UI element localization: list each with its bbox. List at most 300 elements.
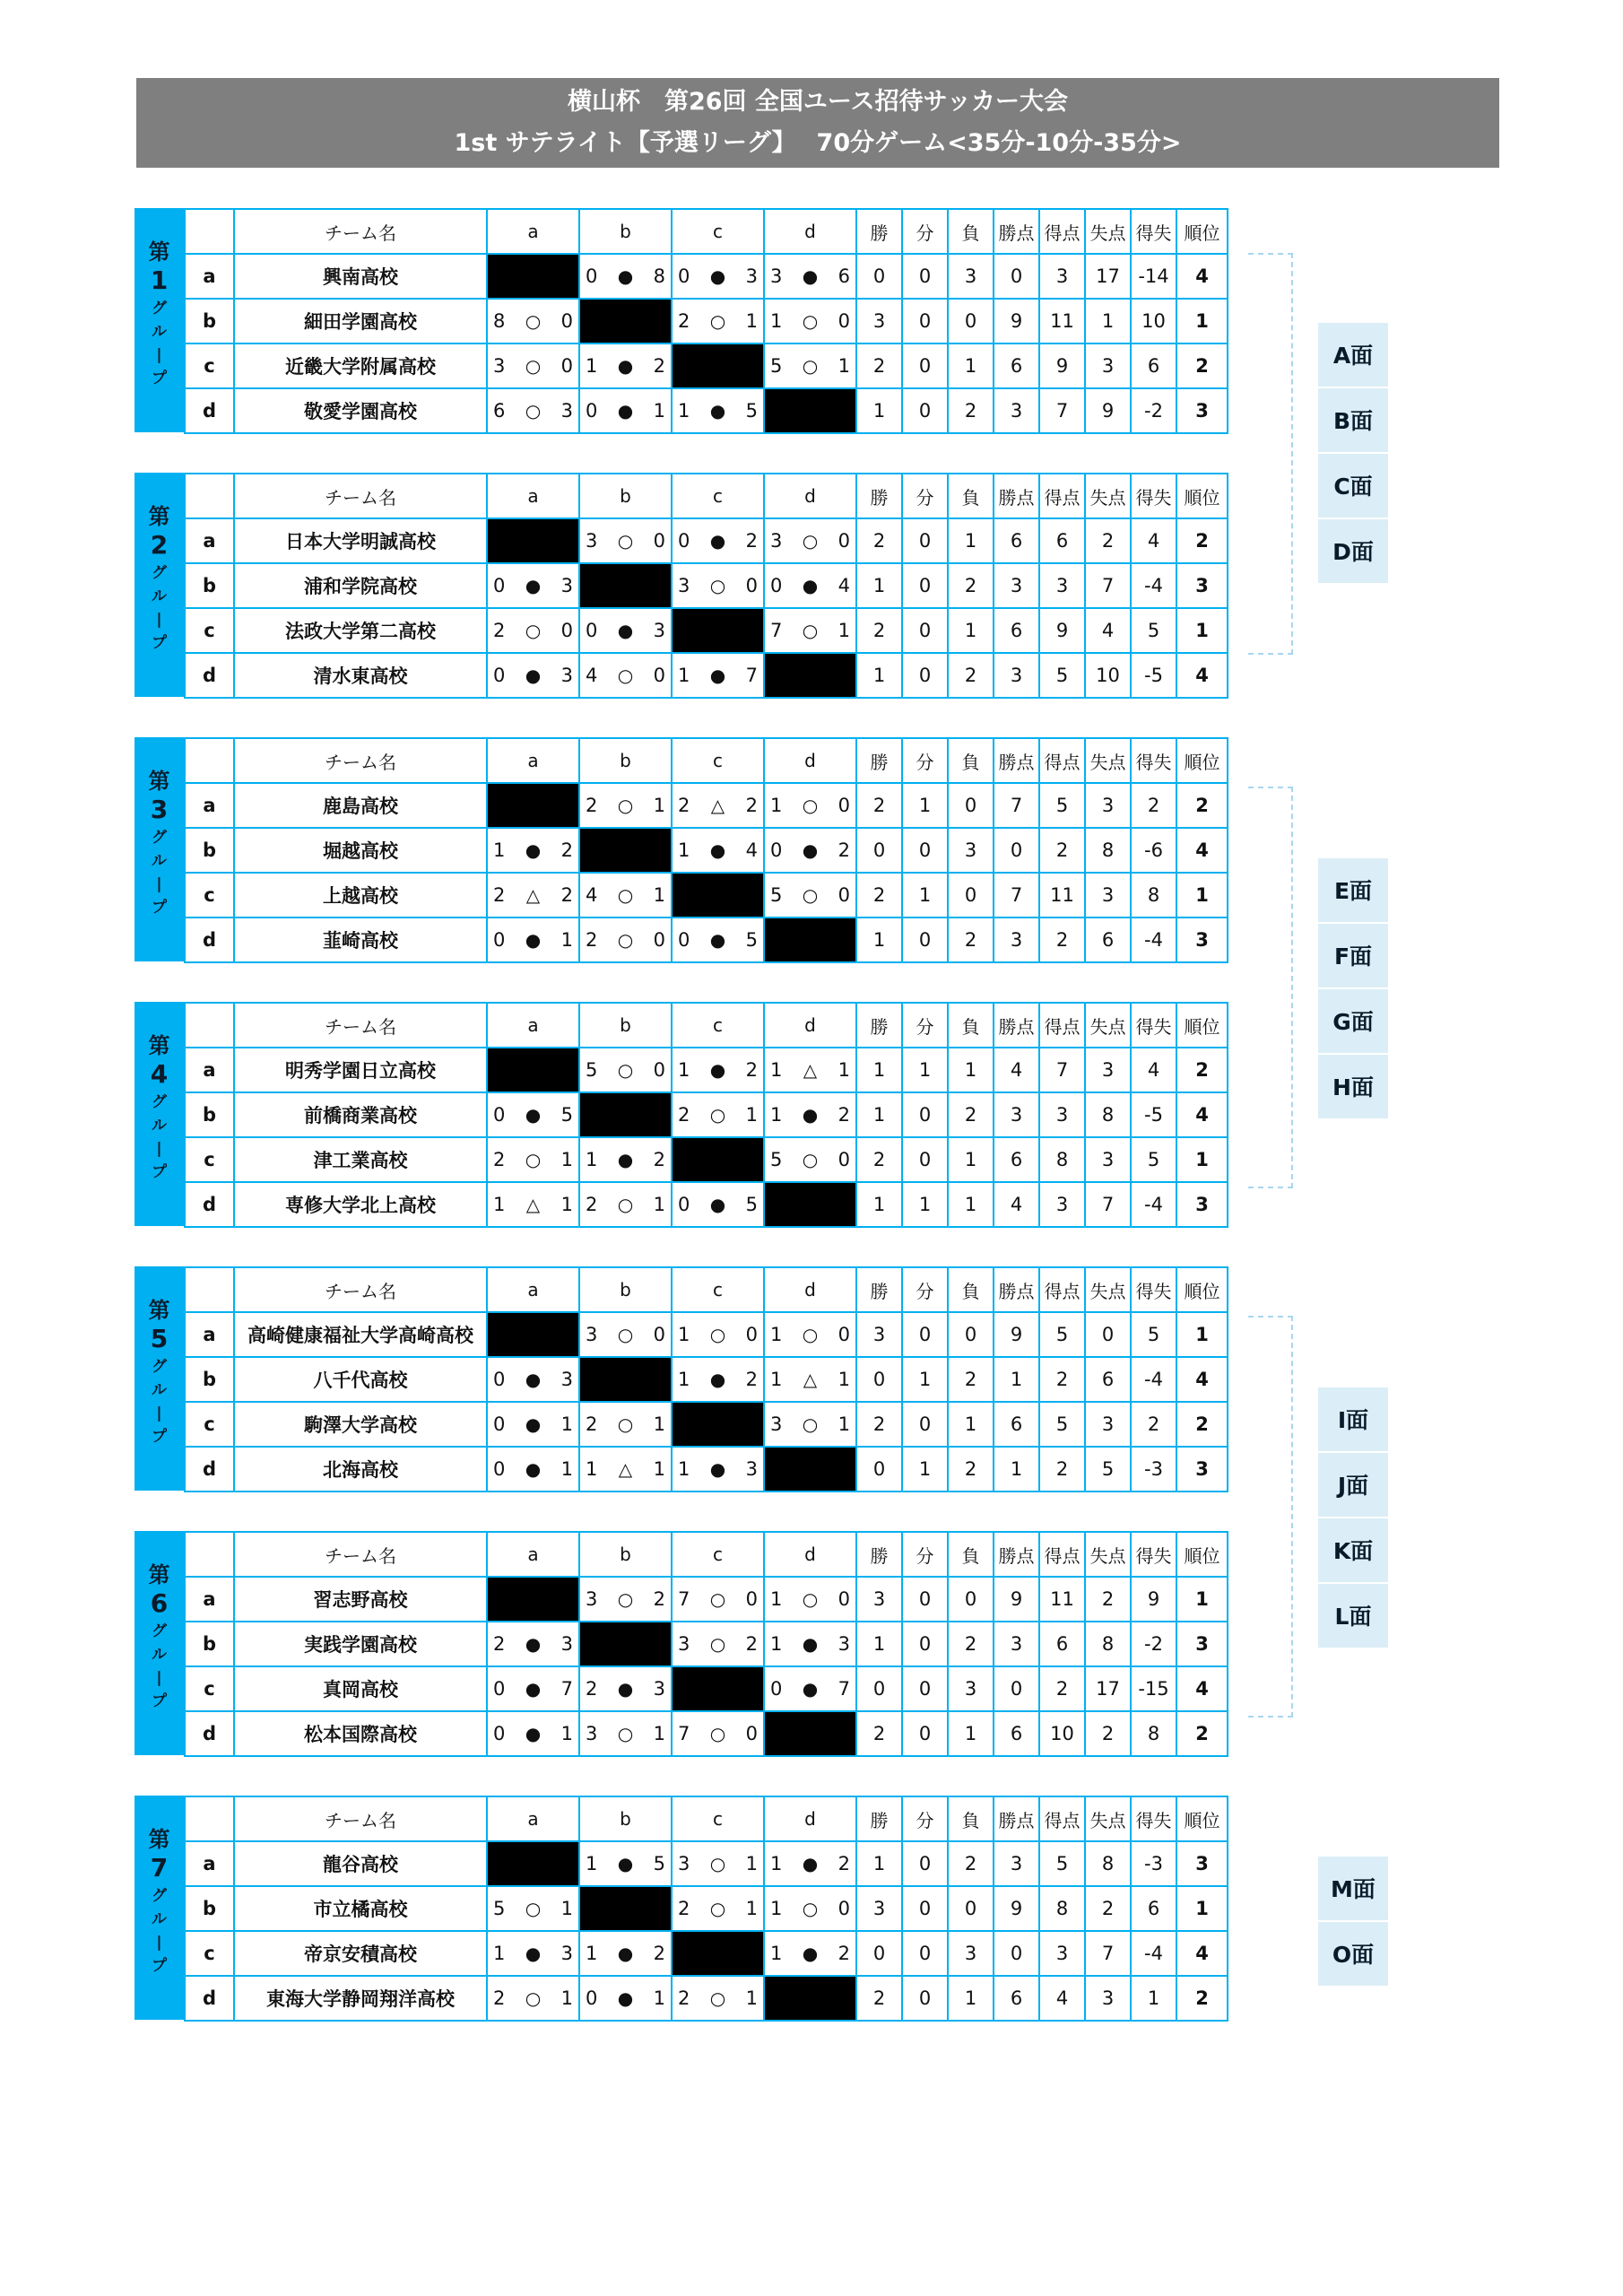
match-result — [487, 1447, 579, 1492]
score-for: 2 — [493, 1633, 506, 1655]
score-against: 0 — [560, 310, 573, 332]
goal-difference: -15 — [1131, 1666, 1176, 1711]
goal-difference: 4 — [1131, 518, 1176, 563]
score-for: 4 — [586, 665, 598, 686]
match-result — [764, 828, 856, 873]
group-number: 2 — [150, 530, 169, 560]
group-block — [135, 1002, 1228, 1226]
score-against: 0 — [745, 575, 758, 596]
score-against: 1 — [838, 1059, 850, 1081]
team-row — [185, 388, 1228, 433]
result-symbol: ● — [525, 1723, 542, 1744]
result-symbol: ○ — [617, 1324, 634, 1345]
score-against: 2 — [653, 355, 665, 377]
score-against: 1 — [653, 1194, 665, 1215]
column-header: c — [672, 738, 764, 783]
group-tab-char: ル — [152, 852, 167, 870]
losses: 1 — [948, 1976, 994, 2021]
group-tab-char: グ — [152, 564, 167, 582]
draws: 0 — [902, 1577, 948, 1622]
score-for: 5 — [586, 1059, 598, 1081]
losses: 1 — [948, 1402, 994, 1447]
result-symbol: ● — [802, 575, 819, 596]
team-name: 松本国際高校 — [234, 1711, 487, 1756]
result-symbol: ● — [617, 1149, 634, 1170]
points: 1 — [994, 1357, 1039, 1402]
result-symbol: ○ — [617, 929, 634, 951]
points: 1 — [994, 1447, 1039, 1492]
score-for: 3 — [770, 265, 783, 287]
group-tab-char: ル — [152, 1117, 167, 1135]
goal-difference: -5 — [1131, 653, 1176, 698]
team-letter: c — [185, 608, 234, 653]
goal-difference: -6 — [1131, 828, 1176, 873]
result-symbol: ○ — [802, 1324, 819, 1345]
team-row — [185, 1976, 1228, 2021]
rank: 2 — [1176, 1402, 1228, 1447]
result-symbol: ○ — [709, 1853, 726, 1874]
points: 9 — [994, 1312, 1039, 1357]
losses: 0 — [948, 1577, 994, 1622]
match-result — [672, 563, 764, 608]
score-for: 2 — [586, 1413, 598, 1435]
group-tab-char: グ — [152, 1093, 167, 1111]
team-letter: c — [185, 1402, 234, 1447]
column-header: 勝点 — [994, 738, 1039, 783]
result-symbol: ● — [617, 400, 634, 422]
score-against: 2 — [653, 1943, 665, 1964]
table-header-row — [185, 738, 1228, 783]
score-for: 7 — [678, 1723, 690, 1744]
column-header: c — [672, 1003, 764, 1048]
column-header: 勝点 — [994, 474, 1039, 518]
team-name: 帝京安積高校 — [234, 1931, 487, 1976]
team-name: 習志野高校 — [234, 1577, 487, 1622]
team-name: 敬愛学園高校 — [234, 388, 487, 433]
score-against: 3 — [560, 1943, 573, 1964]
score-for: 1 — [770, 1059, 783, 1081]
goals-for: 11 — [1039, 873, 1085, 918]
goals-against: 6 — [1085, 1357, 1131, 1402]
column-header: 得点 — [1039, 1267, 1085, 1312]
team-row — [185, 254, 1228, 299]
header-blank — [185, 1532, 234, 1577]
column-header: 勝 — [856, 1532, 902, 1577]
self-match-cell — [672, 1137, 764, 1182]
score-for: 0 — [493, 1104, 506, 1126]
wins: 1 — [856, 1182, 902, 1227]
column-header: c — [672, 1796, 764, 1841]
losses: 3 — [948, 1666, 994, 1711]
score-for: 3 — [586, 1723, 598, 1744]
self-match-cell — [487, 1312, 579, 1357]
score-for: 2 — [586, 929, 598, 951]
column-header: 失点 — [1085, 1267, 1131, 1312]
column-header: 失点 — [1085, 474, 1131, 518]
draws: 0 — [902, 1886, 948, 1931]
group-tab-char: プ — [152, 634, 167, 652]
score-against: 2 — [838, 1853, 850, 1874]
draws: 0 — [902, 1622, 948, 1666]
score-for: 3 — [678, 1633, 690, 1655]
score-for: 1 — [586, 1943, 598, 1964]
score-against: 4 — [745, 839, 758, 861]
match-result — [764, 1931, 856, 1976]
column-header: 失点 — [1085, 209, 1131, 254]
score-against: 1 — [560, 1987, 573, 2009]
draws: 0 — [902, 1976, 948, 2021]
result-symbol: ● — [525, 929, 542, 951]
group-tab-char: ル — [152, 323, 167, 341]
wins: 1 — [856, 1092, 902, 1137]
self-match-cell — [764, 653, 856, 698]
goal-difference: 10 — [1131, 299, 1176, 344]
score-for: 1 — [770, 1369, 783, 1390]
column-header: 失点 — [1085, 1796, 1131, 1841]
group-tab-char: プ — [152, 899, 167, 917]
team-row — [185, 563, 1228, 608]
column-header: チーム名 — [234, 1267, 487, 1312]
rank: 1 — [1176, 608, 1228, 653]
score-for: 0 — [586, 400, 598, 422]
rank: 4 — [1176, 254, 1228, 299]
score-against: 5 — [745, 1194, 758, 1215]
score-for: 0 — [493, 1723, 506, 1744]
result-symbol: ● — [525, 1104, 542, 1126]
column-header: b — [579, 1796, 672, 1841]
match-result — [764, 1622, 856, 1666]
wins: 0 — [856, 828, 902, 873]
team-letter: b — [185, 563, 234, 608]
result-symbol: ○ — [525, 1149, 542, 1170]
goals-for: 6 — [1039, 518, 1085, 563]
score-for: 1 — [678, 839, 690, 861]
wins: 2 — [856, 518, 902, 563]
goals-for: 11 — [1039, 299, 1085, 344]
column-header: c — [672, 1267, 764, 1312]
score-against: 0 — [653, 1324, 665, 1345]
team-row — [185, 1622, 1228, 1666]
result-symbol: ○ — [709, 1898, 726, 1919]
goals-for: 3 — [1039, 1931, 1085, 1976]
score-against: 3 — [560, 400, 573, 422]
self-match-cell — [764, 1447, 856, 1492]
field-group — [1318, 858, 1388, 1120]
team-letter: a — [185, 254, 234, 299]
points: 0 — [994, 1931, 1039, 1976]
score-for: 5 — [770, 355, 783, 377]
column-header: a — [487, 1532, 579, 1577]
score-against: 1 — [560, 1413, 573, 1435]
wins: 1 — [856, 1841, 902, 1886]
score-against: 1 — [745, 310, 758, 332]
draws: 0 — [902, 1137, 948, 1182]
result-symbol: ○ — [802, 1149, 819, 1170]
score-for: 1 — [770, 1104, 783, 1126]
goals-against: 3 — [1085, 1976, 1131, 2021]
score-against: 5 — [745, 929, 758, 951]
tournament-header — [136, 78, 1499, 168]
score-against: 2 — [653, 1588, 665, 1610]
self-match-cell — [764, 918, 856, 962]
result-symbol: ● — [802, 1104, 819, 1126]
goals-against: 5 — [1085, 1447, 1131, 1492]
result-symbol: ○ — [525, 1987, 542, 2009]
match-result — [487, 1357, 579, 1402]
score-for: 1 — [586, 1853, 598, 1874]
result-symbol: ● — [617, 1987, 634, 2009]
self-match-cell — [579, 1622, 672, 1666]
points: 3 — [994, 653, 1039, 698]
rank: 2 — [1176, 1976, 1228, 2021]
team-letter: c — [185, 344, 234, 388]
goals-for: 3 — [1039, 1182, 1085, 1227]
result-symbol: △ — [803, 1059, 818, 1081]
column-header: c — [672, 474, 764, 518]
score-against: 7 — [560, 1678, 573, 1700]
goals-against: 7 — [1085, 563, 1131, 608]
column-header: 順位 — [1176, 738, 1228, 783]
field-bracket — [1248, 253, 1293, 655]
result-symbol: ○ — [709, 1104, 726, 1126]
wins: 2 — [856, 344, 902, 388]
match-result — [672, 653, 764, 698]
team-row — [185, 344, 1228, 388]
score-against: 0 — [838, 1588, 850, 1610]
group-tab-char: | — [156, 611, 162, 629]
score-for: 7 — [770, 620, 783, 641]
group-tab-prefix: 第 — [148, 1298, 170, 1323]
match-result — [487, 1666, 579, 1711]
goals-against: 17 — [1085, 254, 1131, 299]
self-match-cell — [672, 1931, 764, 1976]
goal-difference: 6 — [1131, 1886, 1176, 1931]
match-result — [672, 1711, 764, 1756]
losses: 2 — [948, 1841, 994, 1886]
match-result — [672, 918, 764, 962]
score-for: 0 — [493, 929, 506, 951]
goals-for: 2 — [1039, 828, 1085, 873]
team-row — [185, 873, 1228, 918]
column-header: 負 — [948, 1796, 994, 1841]
match-result — [672, 1841, 764, 1886]
draws: 0 — [902, 388, 948, 433]
column-header: チーム名 — [234, 738, 487, 783]
match-result — [764, 1666, 856, 1711]
points: 7 — [994, 873, 1039, 918]
result-symbol: ● — [617, 355, 634, 377]
score-against: 3 — [560, 1369, 573, 1390]
points: 4 — [994, 1182, 1039, 1227]
losses: 3 — [948, 828, 994, 873]
match-result — [579, 783, 672, 828]
field-bracket — [1248, 787, 1293, 1188]
field-label: L面 — [1318, 1584, 1388, 1649]
group-number: 5 — [150, 1324, 169, 1353]
score-against: 0 — [745, 1324, 758, 1345]
match-result — [764, 563, 856, 608]
team-name: 堀越高校 — [234, 828, 487, 873]
goal-difference: -5 — [1131, 1092, 1176, 1137]
team-letter: d — [185, 1976, 234, 2021]
column-header: 得点 — [1039, 1796, 1085, 1841]
score-against: 1 — [560, 1723, 573, 1744]
wins: 3 — [856, 1577, 902, 1622]
rank: 4 — [1176, 1931, 1228, 1976]
self-match-cell — [487, 1048, 579, 1092]
rank: 1 — [1176, 1577, 1228, 1622]
wins: 2 — [856, 1137, 902, 1182]
score-against: 1 — [745, 1104, 758, 1126]
group-tab-prefix: 第 — [148, 1562, 170, 1587]
group-tab — [135, 1266, 184, 1491]
group-standings-table — [184, 1531, 1228, 1757]
column-header: 分 — [902, 209, 948, 254]
goal-difference: 2 — [1131, 783, 1176, 828]
self-match-cell — [672, 608, 764, 653]
score-against: 6 — [838, 265, 850, 287]
goals-against: 8 — [1085, 1622, 1131, 1666]
match-result — [672, 1976, 764, 2021]
score-against: 5 — [745, 400, 758, 422]
match-result — [487, 918, 579, 962]
goals-for: 2 — [1039, 1357, 1085, 1402]
score-against: 0 — [838, 795, 850, 816]
points: 3 — [994, 1622, 1039, 1666]
column-header: 得失 — [1131, 1796, 1176, 1841]
draws: 0 — [902, 1711, 948, 1756]
rank: 2 — [1176, 518, 1228, 563]
goals-against: 8 — [1085, 1841, 1131, 1886]
group-tab-char: | — [156, 346, 162, 364]
score-against: 3 — [560, 575, 573, 596]
score-for: 0 — [493, 1369, 506, 1390]
field-label: C面 — [1318, 454, 1388, 519]
score-for: 0 — [586, 620, 598, 641]
losses: 1 — [948, 608, 994, 653]
column-header: 勝 — [856, 1267, 902, 1312]
column-header: 得失 — [1131, 209, 1176, 254]
field-label: H面 — [1318, 1055, 1388, 1120]
group-tab-char: グ — [152, 300, 167, 317]
points: 3 — [994, 1841, 1039, 1886]
group-tab — [135, 208, 184, 432]
result-symbol: ○ — [617, 1413, 634, 1435]
team-name: 明秀学園日立高校 — [234, 1048, 487, 1092]
score-against: 1 — [653, 400, 665, 422]
goal-difference: 8 — [1131, 873, 1176, 918]
column-header: 勝 — [856, 1796, 902, 1841]
score-for: 5 — [770, 884, 783, 906]
column-header: 順位 — [1176, 1267, 1228, 1312]
score-against: 1 — [838, 1369, 850, 1390]
score-for: 0 — [678, 265, 690, 287]
wins: 2 — [856, 1402, 902, 1447]
score-against: 1 — [653, 1413, 665, 1435]
result-symbol: ○ — [709, 1633, 726, 1655]
score-against: 0 — [560, 355, 573, 377]
points: 9 — [994, 1886, 1039, 1931]
draws: 0 — [902, 1092, 948, 1137]
score-for: 2 — [493, 1987, 506, 2009]
draws: 0 — [902, 608, 948, 653]
team-name: 前橋商業高校 — [234, 1092, 487, 1137]
group-tab-char: ル — [152, 1381, 167, 1399]
score-against: 1 — [745, 1898, 758, 1919]
group-number: 1 — [150, 265, 169, 295]
group-tab — [135, 1002, 184, 1226]
team-name: 龍谷高校 — [234, 1841, 487, 1886]
match-result — [487, 873, 579, 918]
score-for: 5 — [770, 1149, 783, 1170]
score-for: 1 — [678, 665, 690, 686]
team-letter: a — [185, 783, 234, 828]
result-symbol: △ — [525, 1194, 541, 1215]
losses: 1 — [948, 344, 994, 388]
wins: 1 — [856, 563, 902, 608]
rank: 3 — [1176, 1841, 1228, 1886]
team-row — [185, 1931, 1228, 1976]
team-letter: b — [185, 828, 234, 873]
result-symbol: ● — [709, 929, 726, 951]
losses: 2 — [948, 388, 994, 433]
goal-difference: 5 — [1131, 608, 1176, 653]
field-label: E面 — [1318, 858, 1388, 924]
wins: 2 — [856, 608, 902, 653]
field-label: A面 — [1318, 323, 1388, 388]
team-name: 浦和学院高校 — [234, 563, 487, 608]
tournament-title: 横山杯 第26回 全国ユース招待サッカー大会 — [567, 88, 1069, 116]
group-tab-char: | — [156, 1934, 162, 1952]
group-tab-char: プ — [152, 1163, 167, 1181]
points: 3 — [994, 563, 1039, 608]
match-result — [579, 1312, 672, 1357]
group-standings-table — [184, 473, 1228, 699]
team-letter: d — [185, 388, 234, 433]
column-header: d — [764, 1003, 856, 1048]
field-label: D面 — [1318, 519, 1388, 585]
group-tab-char: グ — [152, 1887, 167, 1905]
column-header: 分 — [902, 1003, 948, 1048]
group-standings-table — [184, 1796, 1228, 2022]
score-against: 0 — [560, 620, 573, 641]
group-tab-char: | — [156, 1140, 162, 1158]
goals-for: 6 — [1039, 1622, 1085, 1666]
team-letter: d — [185, 1182, 234, 1227]
group-tab — [135, 473, 184, 697]
column-header: 負 — [948, 738, 994, 783]
self-match-cell — [672, 1666, 764, 1711]
wins: 2 — [856, 1976, 902, 2021]
column-header: b — [579, 1532, 672, 1577]
score-for: 0 — [586, 1987, 598, 2009]
column-header: 分 — [902, 474, 948, 518]
team-letter: a — [185, 518, 234, 563]
goals-for: 9 — [1039, 344, 1085, 388]
column-header: 分 — [902, 1532, 948, 1577]
team-letter: d — [185, 918, 234, 962]
rank: 3 — [1176, 918, 1228, 962]
rank: 2 — [1176, 1048, 1228, 1092]
wins: 3 — [856, 299, 902, 344]
rank: 3 — [1176, 388, 1228, 433]
losses: 2 — [948, 1622, 994, 1666]
score-against: 1 — [560, 1458, 573, 1480]
score-against: 1 — [745, 1987, 758, 2009]
score-against: 7 — [838, 1678, 850, 1700]
score-against: 2 — [838, 839, 850, 861]
score-for: 1 — [678, 1369, 690, 1390]
